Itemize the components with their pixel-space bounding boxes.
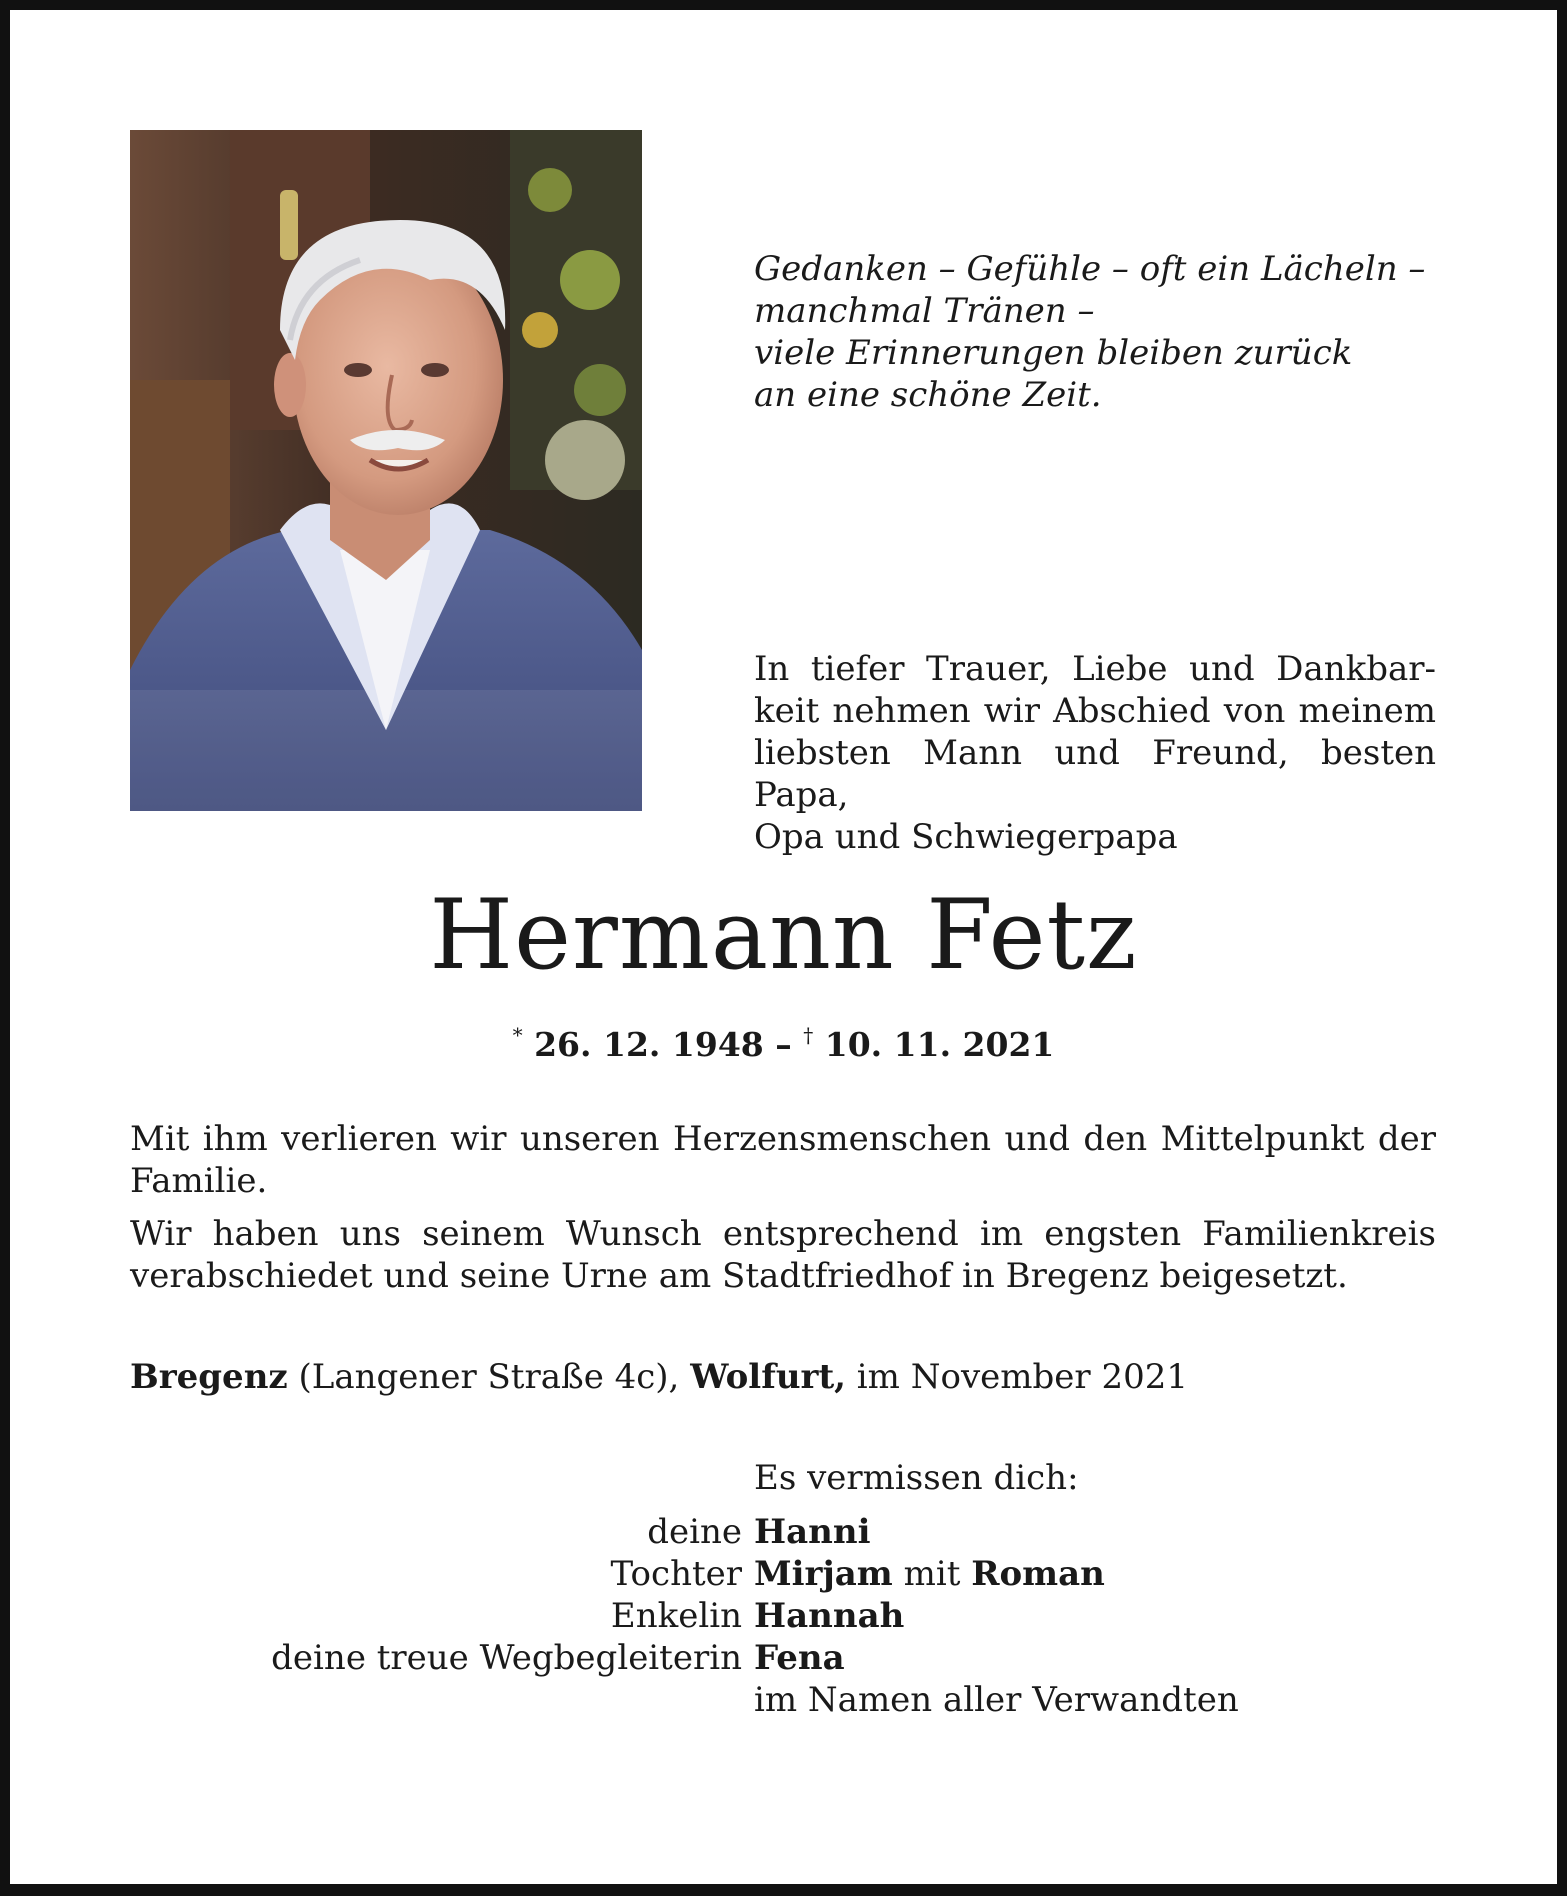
mourners-closing: im Namen aller Verwandten bbox=[754, 1680, 1239, 1720]
mourners-list bbox=[130, 1511, 1450, 1721]
intro-line: keit nehmen wir Abschied von meinem bbox=[754, 691, 1436, 731]
body-line: verabschiedet und seine Urne am Stadtfriedhof in Bregenz beigesetzt. bbox=[130, 1256, 1348, 1296]
mourner-row bbox=[130, 1637, 1450, 1679]
mourner-names bbox=[754, 1553, 1105, 1595]
date-separator: – bbox=[775, 1025, 792, 1064]
location-address: (Langener Straße 4c), bbox=[287, 1357, 691, 1397]
death-date: 10. 11. 2021 bbox=[824, 1025, 1055, 1064]
birth-date: 26. 12. 1948 bbox=[534, 1025, 764, 1064]
intro-line: In tiefer Trauer, Liebe und Dankbar- bbox=[754, 649, 1436, 689]
mourner-partner: Roman bbox=[971, 1554, 1105, 1594]
mourner-name: Hanni bbox=[754, 1512, 871, 1552]
obituary-body bbox=[130, 1118, 1436, 1297]
mourner-relation: deine treue Wegbegleiterin bbox=[271, 1638, 742, 1678]
farewell-intro bbox=[754, 648, 1436, 858]
mourner-connector: mit bbox=[892, 1554, 972, 1594]
mourner-row bbox=[130, 1553, 1450, 1595]
birth-symbol: * bbox=[512, 1023, 523, 1047]
mourners-heading: Es vermissen dich: bbox=[754, 1458, 1079, 1498]
location-city-2: Wolfurt, bbox=[690, 1357, 846, 1397]
mourner-relation: deine bbox=[647, 1512, 742, 1552]
poem-line: Gedanken – Gefühle – oft ein Lächeln – bbox=[754, 249, 1426, 289]
body-line: Familie. bbox=[130, 1161, 268, 1201]
mourner-name: Mirjam bbox=[754, 1554, 893, 1594]
body-line: Wir haben uns seinem Wunsch entsprechend im engsten Familienkreis bbox=[130, 1214, 1436, 1254]
poem-line: manchmal Tränen – bbox=[754, 291, 1095, 331]
mourner-row bbox=[130, 1595, 1450, 1637]
life-dates bbox=[0, 1010, 1567, 1070]
body-line: Mit ihm verlieren wir unseren Herzensmenschen und den Mittelpunkt der bbox=[130, 1119, 1436, 1159]
mourner-name: Fena bbox=[754, 1638, 845, 1678]
portrait-illustration bbox=[130, 130, 642, 811]
memorial-poem bbox=[754, 248, 1454, 416]
portrait-photo bbox=[130, 130, 642, 811]
location-city-1: Bregenz bbox=[130, 1357, 288, 1397]
deceased-name: Hermann Fetz bbox=[429, 879, 1138, 991]
mourner-row bbox=[130, 1511, 1450, 1553]
death-symbol: † bbox=[803, 1023, 814, 1047]
location-line bbox=[130, 1356, 1188, 1398]
poem-line: an eine schöne Zeit. bbox=[754, 375, 1102, 415]
mourner-relation: Enkelin bbox=[610, 1596, 742, 1636]
mourner-names bbox=[754, 1637, 845, 1679]
mourner-names bbox=[754, 1511, 871, 1553]
intro-line: Opa und Schwiegerpapa bbox=[754, 817, 1178, 857]
intro-line: liebsten Mann und Freund, besten Papa, bbox=[754, 733, 1436, 815]
mourner-relation: Tochter bbox=[610, 1554, 742, 1594]
mourner-name: Hannah bbox=[754, 1596, 905, 1636]
poem-line: viele Erinnerungen bleiben zurück bbox=[754, 333, 1353, 373]
mourner-names bbox=[754, 1595, 904, 1637]
mourner-row bbox=[130, 1679, 1450, 1721]
location-date: im November 2021 bbox=[846, 1357, 1188, 1397]
